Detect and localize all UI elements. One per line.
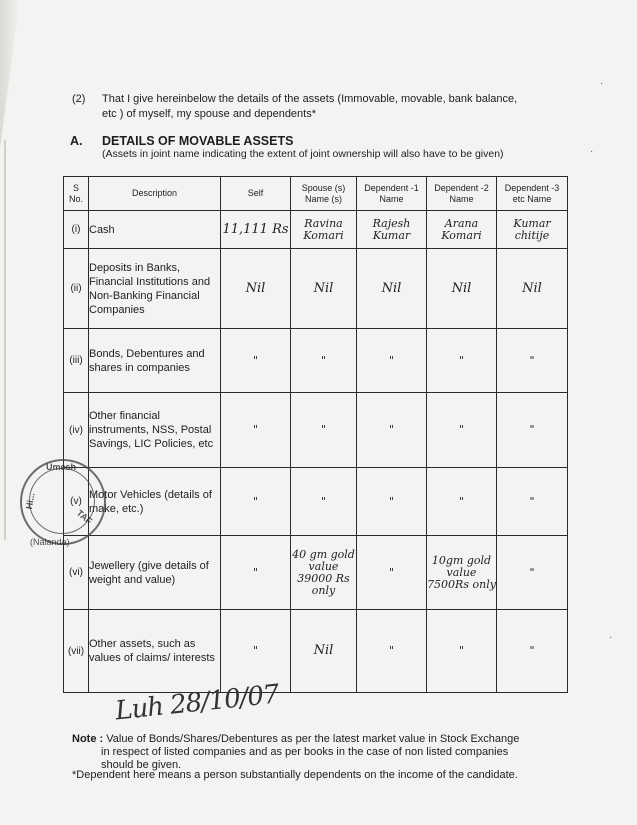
- row-sno: (vii): [64, 610, 89, 693]
- row-sno: (vi): [64, 536, 89, 610]
- dependent-2-value: ": [427, 610, 497, 693]
- table-row: [64, 211, 568, 249]
- note-line-3: should be given.: [101, 759, 182, 771]
- row-description: Other assets, such as values of claims/ interests: [89, 610, 221, 693]
- spouse-value: ": [291, 468, 357, 536]
- table-row: [64, 610, 568, 693]
- header-self: Self: [221, 177, 291, 211]
- dependent-2-value: ": [427, 329, 497, 393]
- row-description: Cash: [89, 211, 221, 249]
- spouse-value: ": [291, 393, 357, 468]
- note-paragraph: [72, 733, 572, 772]
- header-description: Description: [89, 177, 221, 211]
- self-value: ": [221, 329, 291, 393]
- dependent-1-value: ": [357, 536, 427, 610]
- note-line-2: in respect of listed companies and as per books in the case of non listed companies: [101, 746, 509, 758]
- self-value: ": [221, 536, 291, 610]
- dependent-3-value: ": [497, 329, 568, 393]
- self-value: ": [221, 610, 291, 693]
- row-sno: (v): [64, 468, 89, 536]
- dependent-1-value: Nil: [357, 249, 427, 329]
- section-letter: A.: [70, 134, 83, 148]
- header-dependent-1: Dependent -1 Name: [357, 177, 427, 211]
- dependent-2-name: Arana Komari: [427, 211, 497, 249]
- self-value: ": [221, 468, 291, 536]
- dependent-2-value: ": [427, 468, 497, 536]
- dependent-3-name: Kumar chitije: [497, 211, 568, 249]
- table-header-row: [64, 177, 568, 211]
- dependent-3-value: ": [497, 610, 568, 693]
- self-value: 11,111 Rs: [221, 211, 291, 249]
- stamp-text-bottom: (Nalanda): [30, 537, 70, 547]
- note-label: Note :: [72, 733, 104, 745]
- dependent-3-value: Nil: [497, 249, 568, 329]
- row-sno: (ii): [64, 249, 89, 329]
- intro-line-1: That I give hereinbelow the details of the assets (Immovable, movable, bank balance,: [102, 93, 518, 105]
- section-subtitle: (Assets in joint name indicating the extent of joint ownership will also have to be given): [102, 148, 504, 160]
- dependent-1-value: ": [357, 610, 427, 693]
- dependent-3-value: ": [497, 468, 568, 536]
- scan-mark: ·: [590, 146, 594, 157]
- self-value: Nil: [221, 249, 291, 329]
- table-row: [64, 329, 568, 393]
- dependent-3-value: ": [497, 536, 568, 610]
- row-description: Bonds, Debentures and shares in companies: [89, 329, 221, 393]
- intro-paragraph: [72, 92, 572, 122]
- folded-page-corner: [0, 0, 20, 825]
- note-line-1: Value of Bonds/Shares/Debentures as per the latest market value in Stock Exchange: [106, 733, 520, 745]
- spouse-name: Ravina Komari: [291, 211, 357, 249]
- table-row: [64, 536, 568, 610]
- dependent-2-value: 10gm gold value 7500Rs only: [427, 536, 497, 610]
- intro-line-2: etc ) of myself, my spouse and dependents*: [102, 108, 317, 120]
- section-heading: [70, 134, 293, 148]
- header-dependent-2: Dependent -2 Name: [427, 177, 497, 211]
- dependent-1-name: Rajesh Kumar: [357, 211, 427, 249]
- self-value: ": [221, 393, 291, 468]
- section-title: DETAILS OF MOVABLE ASSETS: [102, 134, 294, 148]
- row-sno: (iv): [64, 393, 89, 468]
- spouse-value: Nil: [291, 610, 357, 693]
- stamp-text-left: Hi...: [23, 491, 37, 511]
- table-row: [64, 249, 568, 329]
- scan-mark: ·: [609, 632, 613, 643]
- dependent-1-value: ": [357, 468, 427, 536]
- row-sno: (iii): [64, 329, 89, 393]
- dependent-3-value: ": [497, 393, 568, 468]
- intro-number: (2): [72, 93, 86, 105]
- stamp-text-top: Umesh: [46, 462, 77, 472]
- table-row: [64, 393, 568, 468]
- header-dependent-3: Dependent -3 etc Name: [497, 177, 568, 211]
- dependent-2-value: ": [427, 393, 497, 468]
- dependent-2-value: Nil: [427, 249, 497, 329]
- header-sno: S No.: [64, 177, 89, 211]
- dependent-footnote: *Dependent here means a person substantially dependents on the income of the candidate.: [72, 769, 518, 781]
- table-row: [64, 468, 568, 536]
- row-description: Motor Vehicles (details of make, etc.): [89, 468, 221, 536]
- row-description: Other financial instruments, NSS, Postal Savings, LIC Policies, etc: [89, 393, 221, 468]
- handwritten-signature: Luh 28/10/07: [113, 679, 280, 727]
- spouse-value: Nil: [291, 249, 357, 329]
- row-sno: (i): [64, 211, 89, 249]
- dependent-1-value: ": [357, 329, 427, 393]
- stamp-text-right: TAF: [74, 507, 95, 527]
- header-spouse: Spouse (s) Name (s): [291, 177, 357, 211]
- row-description: Jewellery (give details of weight and value): [89, 536, 221, 610]
- movable-assets-table: [63, 176, 568, 693]
- scan-mark: ·: [600, 78, 604, 89]
- row-description: Deposits in Banks, Financial Institutions and Non-Banking Financial Companies: [89, 249, 221, 329]
- spouse-value: 40 gm gold value 39000 Rs only: [291, 536, 357, 610]
- dependent-1-value: ": [357, 393, 427, 468]
- page-edge-shadow: [4, 140, 6, 540]
- spouse-value: ": [291, 329, 357, 393]
